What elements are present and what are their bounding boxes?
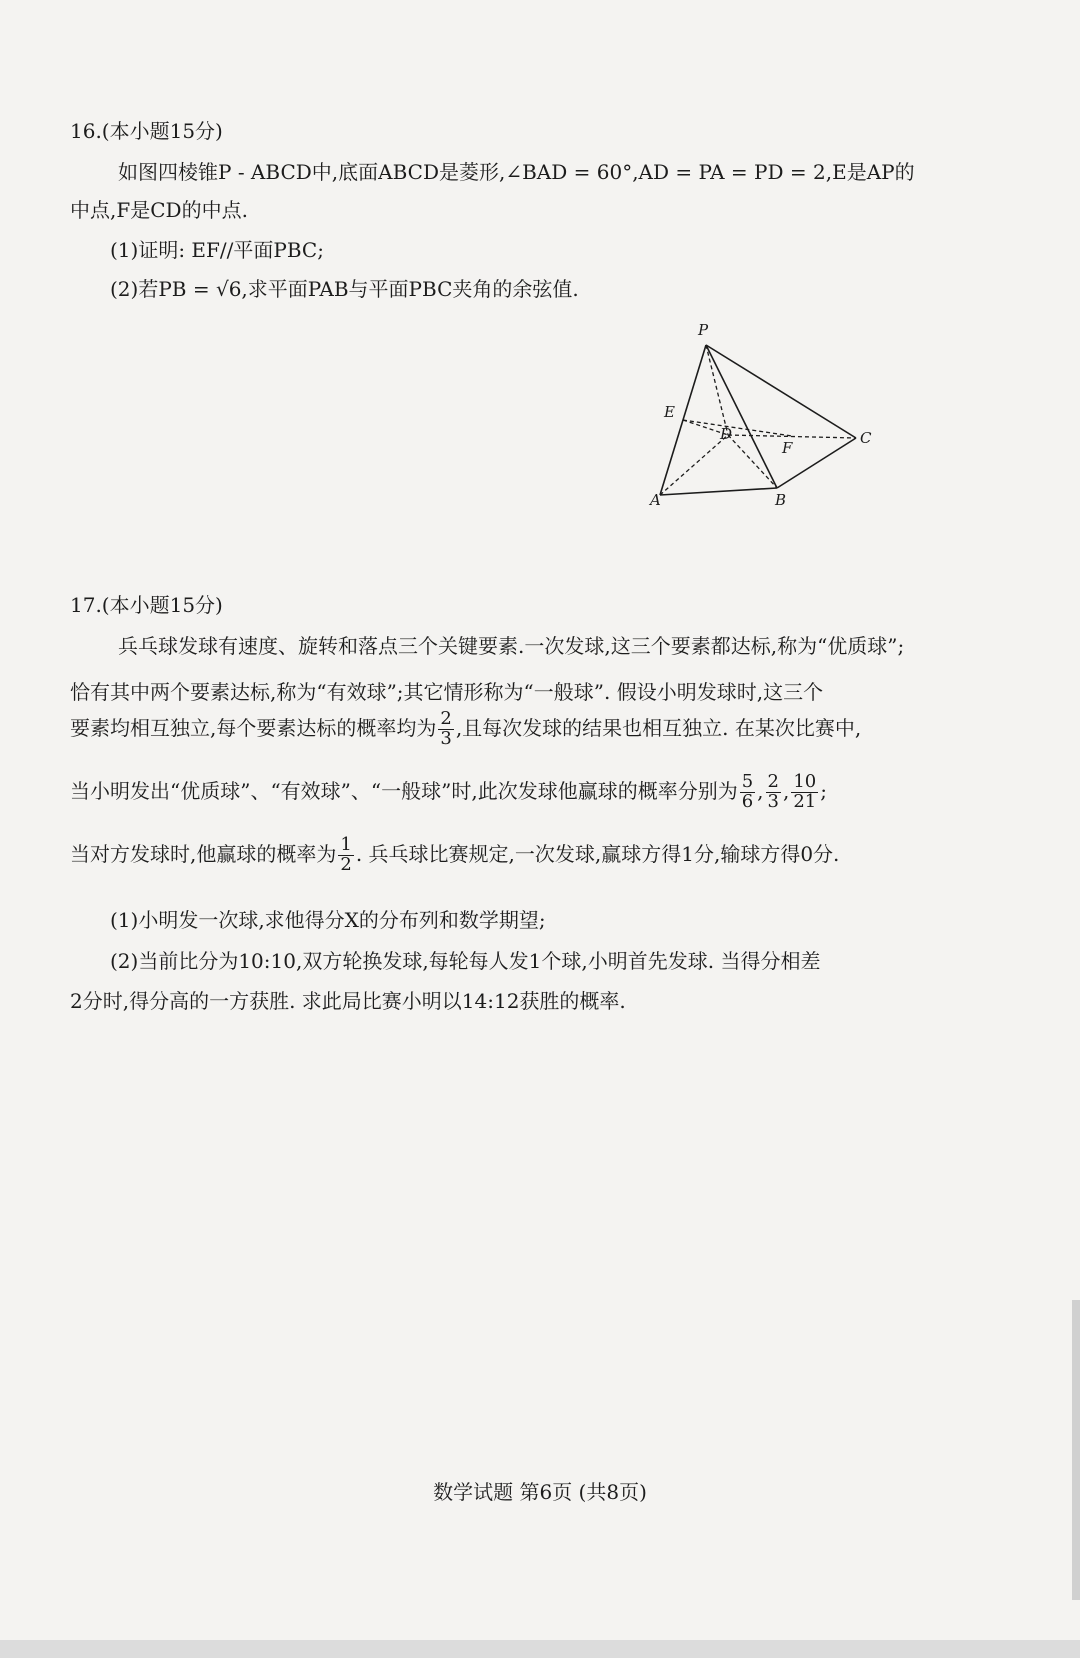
segment-DB bbox=[728, 435, 777, 488]
label-C: C bbox=[860, 429, 872, 447]
line3-text-b: ,且每次发球的结果也相互独立. 在某次比赛中, bbox=[455, 715, 862, 740]
label-A: A bbox=[650, 491, 661, 509]
question-16-stem-line1: 如图四棱锥P - ABCD中,底面ABCD是菱形,∠BAD = 60°,AD = PA = PD = 2,E是AP的 bbox=[118, 160, 915, 184]
fraction-2-3: $\frac{2}{3}$ bbox=[440, 708, 452, 749]
question-17-part2-line2: 2分时,得分高的一方获胜. 求此局比赛小明以14:12获胜的概率. bbox=[70, 989, 626, 1013]
edge-DC bbox=[728, 435, 856, 438]
fraction-1-2: $\frac{1}{2}$ bbox=[340, 834, 352, 875]
question-16-title: 16.(本小题15分) bbox=[70, 119, 223, 143]
fraction-2-3b: $\frac{2}{3}$ bbox=[767, 771, 779, 812]
question-17-stem-line2: 恰有其中两个要素达标,称为“有效球”;其它情形称为“一般球”. 假设小明发球时,这三个 bbox=[70, 680, 824, 704]
line4-text-a: 当小明发出“优质球”、“有效球”、“一般球”时,此次发球他赢球的概率分别为 bbox=[70, 778, 738, 803]
page-footer: 数学试题 第6页 (共8页) bbox=[433, 1480, 647, 1504]
line3-text-a: 要素均相互独立,每个要素达标的概率均为 bbox=[70, 715, 437, 740]
scan-edge-bottom bbox=[0, 1640, 1080, 1658]
question-16-part1: (1)证明: EF//平面PBC; bbox=[110, 238, 324, 262]
question-17-stem-line3 bbox=[70, 710, 861, 749]
label-B: B bbox=[775, 491, 787, 509]
edge-AD bbox=[660, 435, 728, 495]
edge-PD bbox=[706, 345, 728, 435]
segment-EF bbox=[683, 420, 792, 436]
fraction-10-21: $\frac{10}{21}$ bbox=[793, 771, 817, 812]
line4-end: ; bbox=[820, 778, 827, 803]
label-P: P bbox=[698, 321, 709, 339]
separator: , bbox=[757, 778, 764, 803]
question-16-stem-line2: 中点,F是CD的中点. bbox=[70, 198, 248, 222]
label-E: E bbox=[664, 403, 675, 421]
line5-text-b: . 兵乓球比赛规定,一次发球,赢球方得1分,输球方得0分. bbox=[355, 841, 840, 866]
label-F: F bbox=[782, 439, 793, 457]
question-16-part2: (2)若PB = √6,求平面PAB与平面PBC夹角的余弦值. bbox=[110, 277, 579, 301]
pyramid-figure bbox=[650, 321, 930, 535]
separator: , bbox=[782, 778, 790, 803]
label-D: D bbox=[720, 425, 733, 443]
fraction-5-6: $\frac{5}{6}$ bbox=[741, 771, 754, 812]
question-17-part2-line1: (2)当前比分为10:10,双方轮换发球,每轮每人发1个球,小明首先发球. 当得分相差 bbox=[110, 949, 821, 973]
scan-edge-right bbox=[1072, 1300, 1080, 1600]
question-17-stem-line4 bbox=[70, 773, 827, 812]
line5-text-a: 当对方发球时,他赢球的概率为 bbox=[70, 841, 337, 866]
question-17-part1: (1)小明发一次球,求他得分X的分布列和数学期望; bbox=[110, 908, 546, 932]
edge-AB bbox=[660, 488, 777, 495]
question-17-stem-line1: 兵乓球发球有速度、旋转和落点三个关键要素.一次发球,这三个要素都达标,称为“优质球”; bbox=[118, 634, 905, 658]
question-17-stem-line5 bbox=[70, 836, 839, 875]
question-17-title: 17.(本小题15分) bbox=[70, 593, 223, 617]
